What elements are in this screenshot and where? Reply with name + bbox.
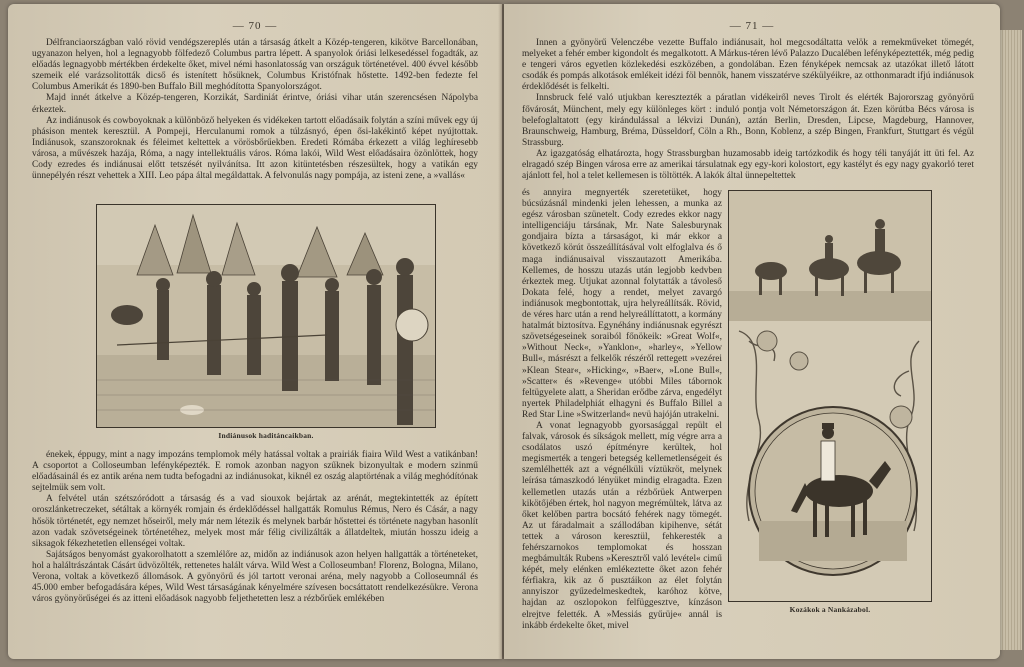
left-page-number: — 70 — [232, 20, 278, 32]
left-figure-caption: Indiánusok haditáncaikban. [218, 431, 314, 440]
paragraph: Délfranciaországban való rövid vendégszereplés után a társaság átkelt a Közép-tengeren, kikötve Barcellonában, ugyanazon helyen, hol a legnagyobb fölfedező Columbus partra lépett. A spanyolok óriási lelkesedéssel fogadták, az előadás legnagyobb mértékben érdekelte őket, mivel némi hasonlatosság van országuk történetével. 400 évvel később szemeik elé varázsolitották dicső és istenített hősüknek, Columbus Kristófnak hőstette. 1492-ben fedezte fel Columbus Amerikát és 1890-ben Buffalo Bill meghódította Spanyolországot. [32, 38, 478, 93]
right-figure-caption: Kozákok a Nankázabol. [789, 605, 871, 614]
left-top-text [32, 38, 478, 210]
war-dance-illustration [96, 204, 436, 428]
left-page [8, 4, 502, 659]
left-figure [96, 204, 436, 440]
paragraph: Sajátságos benyomást gyakorolhatott a szemlélőre az, midőn az indiánusok azon helyen hallgatták a történeteket, hol a haláltrászántak Cásárt üdvözölték, rettenetes halált várva. Wild West a Colloseumban! Florenz, Bologna, Milano, Verona, voltak a következő állomások. A gyönyörű és jól tartott veronai aréna, mely nagyobb a Colloseumnál és 45.000 ember befogadására képes, Wild West társaságának kényelmére szívesen bocsáttatott rendelkezésükre. Verona város gyönyörűségei és az itteni előadások nagyobb feljethetetten lesz a rézbőrűek emlékében [32, 549, 478, 605]
paragraph: Innsbruck felé való utjukban keresztezték a páratlan vidékeiről neves Tirolt és elérték Bajororszag gyönyörű fővárosát, Münchent, mely egy különleges kört : induló pontja volt Németországon át. Ezen körútba Bécs városa is belefoglaltatott (egy kirándulással a lékvizi Dunán), aztán Berlin, Dresden, Lipcse, Magdeburg, Hannover, Braunschweig, Hamburg, Bréma, Düsseldorf, Cöln a Rh., Bonn, Koblenz, a szép Bingen, Frankfurt, Stuttgart és végül Strassburg. [522, 93, 974, 148]
paragraph: A vonat legnagyobb gyorsasággal repült el falvak, városok és síkságok mellett, míg végre arra a csodálatos uszó építményre kerültek, hol megismerték a tengeri betegség kellemetlenségeit és szemlélhették azt a végnélküli víztükröt, melynek leírása támaszkodó lényüket mindig elragadta. Ezen kellemetlen utazás után a rézbőrüek Antwerpen kikötőjében értek, hol nagyon megrémültek, látva az őket kelőben partra bocsátó fehérek nagy tömegét. Az ut fáradalmait a szállodában kipihenve, sétát tettek a városon keresztül, fehkeresték a fehérszarnokos templomokat és hosszan megbámulták Rubens »Keresztről való levétel« cimű képét, mely elénken emlékeztette őket azon fehér férfiakra, kik az ő pusztáikon az élet folytán annyiszor gyűzedelmeskedtek, karóhoz kötve, hajdan az oszlopokon felfüggesztve, kínzáson elrejtve felették. A »Messiás gyűrüje« annál is inkább érdekelte őket, mivel [522, 420, 722, 631]
paragraph: A felvétel után szétszóródott a társaság és a vad siouxok bejártak az arénát, megtekintették az épített oroszlánketreczeket, sétáltak a környék romjain és érdeklődéssel hallgatták Romulus Rémus, Nero és Cásár, a nagy hősök történetét, egy nemzet hőseiről, mely már nem létezik és melynek barbár hőstettei és története nagyban hasonlít azon vadak szövetségeinek történetéhez, melyek most már félig civilizálták a állatdeltek, miután hosszu ideig a siksagok fékezhetetlen ellenségei voltak. [32, 494, 478, 549]
right-page-number: — 71 — [729, 20, 775, 32]
paragraph: Az igazgatóság elhatározta, hogy Strassburgban huzamosabb ideig tartózkodik és hogy téli tanyáját itt üti fel. Az elragadó szép Bingen városa erre az amerikai társulatnak egy egy-kori kolostort, egy kastélyt és egy nagy gyakorló teret ajánlott fel, hol a telet kellemesen is töltötték. A lakók által ünnepeltettek [522, 148, 974, 182]
right-top-text [522, 38, 974, 188]
paragraph: Az indiánusok és cowboyoknak a különböző helyeken és vidékeken tartott előadásaik folytán a színi művek egy új phásison mentek keresztül. A Pompeji, Herculanumi romok a túlzásnyó, épen ősi-lakékintő képet nyújtottak. Indiánusok, szanszoroknak és féleimet keltettek a vörösbőrűekben. Eredeti Rómába érkezett a világ leghíresebb városa, a művészek hazája, Róma, a nagy intellektuális város. Róma lakói, Wild West előadásaira özönlöttek, hogy Cody ezredes és indiánusai előtt tetszését nyilvánítsa. Itt azon kitüntetésben részesültek, hogy a vatikán egy ünnepélyén részt vehettek a XIII. Leo pápa által megáldattak. A felvonulás nagy pompája, az isteni zene, a »vallás« [32, 115, 478, 182]
page-edges [1000, 30, 1022, 650]
right-figure [728, 190, 932, 614]
paragraph: Innen a gyönyörű Velenczébe vezette Buffalo indiánusait, hol megcsodáltatta velök a remekműveket tömegét, melyeket a fehér ember kigondolt és megalkotott. A Márkus-téren lévő Palazzo Ducalében lefényképeztették, még pedig e tengeri város egyetlen közlekedési eszközében, a gondolában. Ezen fényképek nemcsak az utazókat illető látott csodák és pompás alkotások emlékeit idézi föl bennök, hanem visszatérve székülyéikre, az otthonmaradt ifjú indiánusok érdeklődését is felkelti. [522, 38, 974, 93]
paragraph: Majd innét átkelve a Közép-tengeren, Korzikát, Sardiniát érintve, óriási vihar után szerencsésen Nápolyba érkeztek. [32, 93, 478, 115]
right-page [504, 4, 1000, 659]
right-column-text [522, 188, 722, 644]
paragraph: és annyira megnyerték szeretetüket, hogy búcsúzásnál mindenki jelen lehessen, a munka az egész városban szünetelt. Cody ezredes ekkor nagy intelligenciáju társának, Mr. Nate Salesburynak gondjaira bízta a társaságot, ki már ekkor a következő körút összeállításával volt elfoglalva és ő maga indiánusaival visszautazott Amerikába. Kellemes, de hosszu utazás után legjobb kedvben érkeztek meg. Utjukat azonnal folytatták a távoleső Dokata felé, hogy a rendet, melyet zavargó indiánusok megbontottak, ujra helyreállítsák. Rövid, de véres harc után a rend helyreállíttatott, a kormány hatalmát biztosítva. Egynéhány indiánusnak egyrészt szövetségeseinek soraiból főnökeik: »Great Wolf«, »Without Neck«, »Yanklon«, »harley«, »Yellow Bull«, másrészt a felkelők részéről rettegett »vezérei »Klean Stear«, »Hicking«, »Baer«, »Lone Bull«, »Scatter« és »Revenge« utóbbi Miles tábornok feltügyelete alatt, a Sheridan erődbe zárva, engedélyt nyertek Philadelphiát elhagyni és Buffalo Billel a Red Star Line »Switzerland« nevü hajóján utrakelni. [522, 188, 722, 420]
paragraph: énekek, éppugy, mint a nagy impozáns templomok mély hatással voltak a prairiák fiaira Wild West a vatikánban! A csoportot a Colloseumban lefényképezték. E romok azonban nagyon szűknek bizonyultak e modern szinmű előadásainál és ez antik aréna nem tudta befogadni az indiánusokat, kiknél ez oszág alaptörténak a világ meghódítónak sejtelmük sem volt. [32, 450, 478, 494]
left-bottom-text [32, 450, 478, 644]
cossacks-illustration [728, 190, 932, 602]
